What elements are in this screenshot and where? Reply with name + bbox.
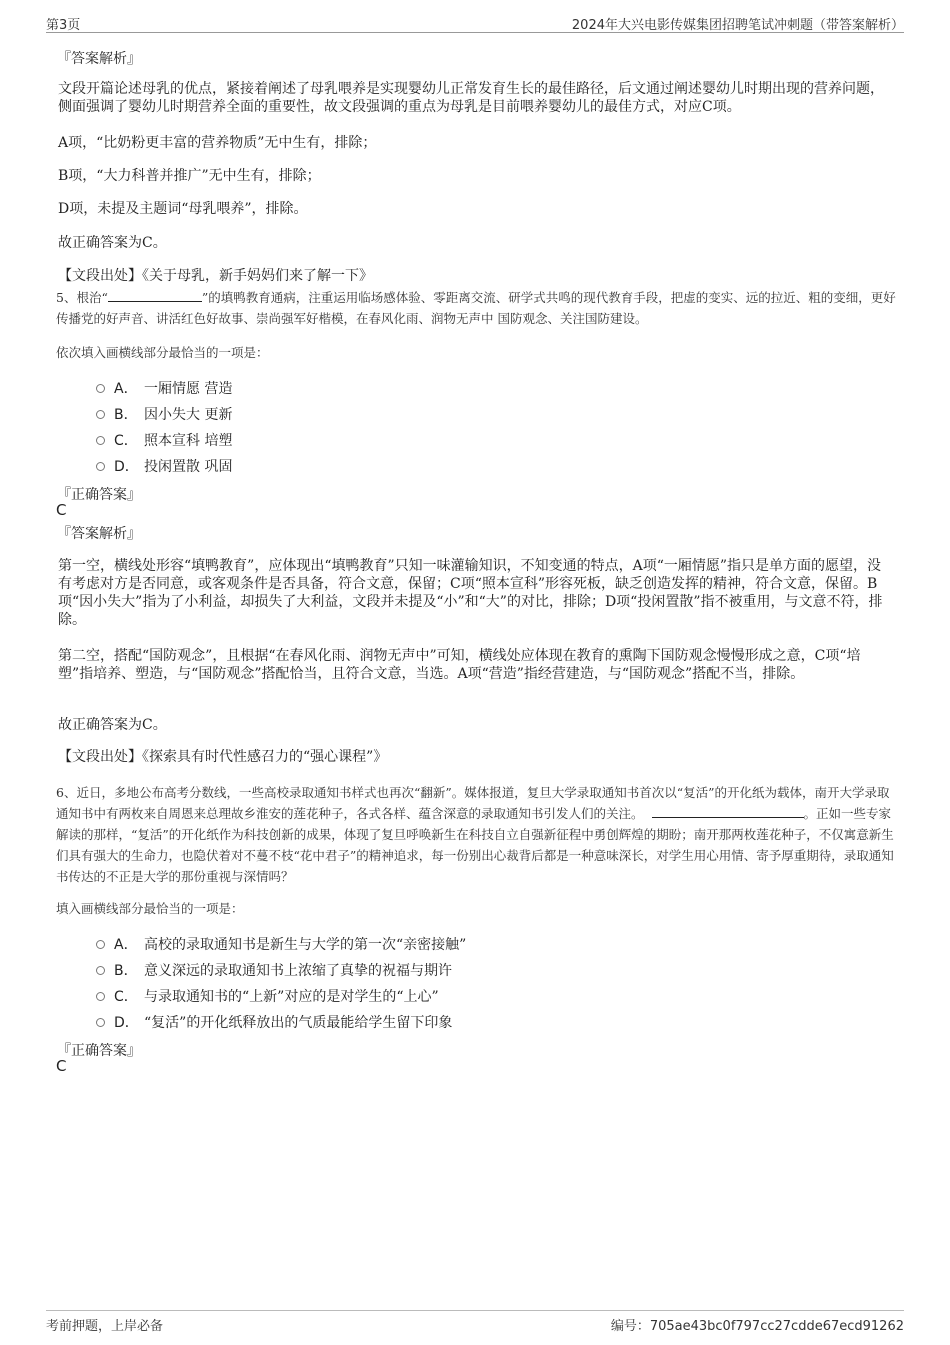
page-footer (46, 1310, 904, 1335)
q5-option-d[interactable]: D． 投闲置散 巩固 (96, 456, 232, 476)
q6-option-a[interactable]: A． 高校的录取通知书是新生与大学的第一次“亲密接触” (96, 934, 466, 954)
q6-option-d[interactable]: D． “复活”的开化纸释放出的气质最能给学生留下印象 (96, 1012, 452, 1032)
q6-stem-part2: 。正如一些专家解读的那样，“复活”的开化纸作为科技创新的成果，体现了复旦呼唤新生在科技自立自强新征程中勇创辉煌的期盼；南开那两枚莲花种子，不仅寓意新生们具有强大的生命力，也隐伏着对不蔓不枝“花中君子”的精神追求，每一份别出心裁背后都是一种意味深长，对学生用心用情、寄予厚重期待，录取通知书传达的不正是大学的那份重视与深情吗？ (56, 806, 894, 884)
q5-correct-label: 『正确答案』 (57, 487, 141, 503)
q6-blank (652, 805, 804, 818)
q4-analysis-option-b: B项，“大力科普并推广”无中生有，排除； (58, 168, 321, 184)
q6-stem (56, 782, 898, 887)
q4-analysis-option-a: A项，“比奶粉更丰富的营养物质”无中生有，排除； (58, 135, 377, 151)
q5-stem-prefix: 5、根治“ (56, 290, 108, 305)
document-code: 编号：705ae43bc0f797cc27cdde67ecd91262 (610, 1319, 904, 1334)
q5-blank (108, 289, 202, 302)
radio-icon[interactable] (96, 992, 105, 1001)
q5-analysis-label: 『答案解析』 (57, 526, 141, 542)
radio-icon[interactable] (96, 410, 105, 419)
q5-stem (56, 287, 898, 329)
q6-correct-answer: C (56, 1057, 67, 1075)
q5-option-a[interactable]: A． 一厢情愿 营造 (96, 378, 232, 398)
footer-slogan: 考前押题，上岸必备 (46, 1319, 164, 1334)
radio-icon[interactable] (96, 462, 105, 471)
q5-analysis-paragraph-1: 第一空，横线处形容“填鸭教育”，应体现出“填鸭教育”只知一味灌输知识，不知变通的特点，A项“一厢情愿”指只是单方面的愿望，没有考虑对方是否同意，或客观条件是否具备，符合文意，保留；C项“照本宣科”形容死板，缺乏创造发挥的精神，符合文意，保留。B项“因小失大”指为了小利益，却损失了大利益，文段并未提及“小”和“大”的对比，排除；D项“投闲置散”指不被重用，与文意不符，排除。 (58, 558, 883, 628)
q4-analysis-paragraph: 文段开篇论述母乳的优点，紧接着阐述了母乳喂养是实现婴幼儿正常发育生长的最佳路径，后文通过阐述婴幼儿时期出现的营养问题，侧面强调了婴幼儿时期营养全面的重要性，故文段强调的重点为母乳是目前喂养婴幼儿的最佳方式，对应C项。 (58, 81, 884, 115)
radio-icon[interactable] (96, 436, 105, 445)
radio-icon[interactable] (96, 1018, 105, 1027)
radio-icon[interactable] (96, 940, 105, 949)
page-number: 第3页 (46, 18, 81, 33)
q4-source: 【文段出处】《关于母乳，新手妈妈们来了解一下》 (58, 268, 373, 284)
q4-analysis-label: 『答案解析』 (57, 51, 141, 67)
q5-source: 【文段出处】《探索具有时代性感召力的“强心课程”》 (58, 749, 388, 765)
q5-option-b[interactable]: B． 因小失大 更新 (96, 404, 232, 424)
q5-prompt: 依次填入画横线部分最恰当的一项是： (56, 345, 269, 360)
page-header (46, 12, 904, 33)
q5-conclusion: 故正确答案为C。 (58, 717, 167, 733)
radio-icon[interactable] (96, 384, 105, 393)
radio-icon[interactable] (96, 966, 105, 975)
q4-conclusion: 故正确答案为C。 (58, 235, 167, 251)
q5-correct-answer: C (56, 501, 67, 519)
q5-option-c[interactable]: C． 照本宣科 培塑 (96, 430, 232, 450)
q4-analysis-option-d: D项，未提及主题词“母乳喂养”，排除。 (58, 201, 308, 217)
q6-option-c[interactable]: C． 与录取通知书的“上新”对应的是对学生的“上心” (96, 986, 439, 1006)
q5-stem-rest: ”的填鸭教育通病，注重运用临场感体验、零距离交流、研学式共鸣的现代教育手段，把虚的变实、远的拉近、粗的变细，更好传播党的好声音、讲活红色好故事、崇尚强军好楷模，在春风化雨、润物无声中 国防观念、关注国防建设。 (56, 290, 896, 326)
q6-option-b[interactable]: B． 意义深远的录取通知书上浓缩了真挚的祝福与期许 (96, 960, 452, 980)
q6-correct-label: 『正确答案』 (57, 1043, 141, 1059)
q5-analysis-paragraph-2: 第二空，搭配“国防观念”，且根据“在春风化雨、润物无声中”可知，横线处应体现在教育的熏陶下国防观念慢慢形成之意，C项“培塑”指培养、塑造，与“国防观念”搭配恰当，且符合文意，当选。A项“营造”指经营建造，与“国防观念”搭配不当，排除。 (58, 648, 861, 682)
q6-prompt: 填入画横线部分最恰当的一项是： (56, 901, 244, 916)
q6-stem-part1: 6、近日，多地公布高考分数线，一些高校录取通知书样式也再次“翻新”。媒体报道，复旦大学录取通知书首次以“复活”的开化纸为载体，南开大学录取通知书中有两枚来自周恩来总理故乡淮安的莲花种子，各式各样、蕴含深意的录取通知书引发人们的关注。 (56, 785, 890, 821)
document-title: 2024年大兴电影传媒集团招聘笔试冲刺题（带答案解析） (571, 18, 904, 33)
